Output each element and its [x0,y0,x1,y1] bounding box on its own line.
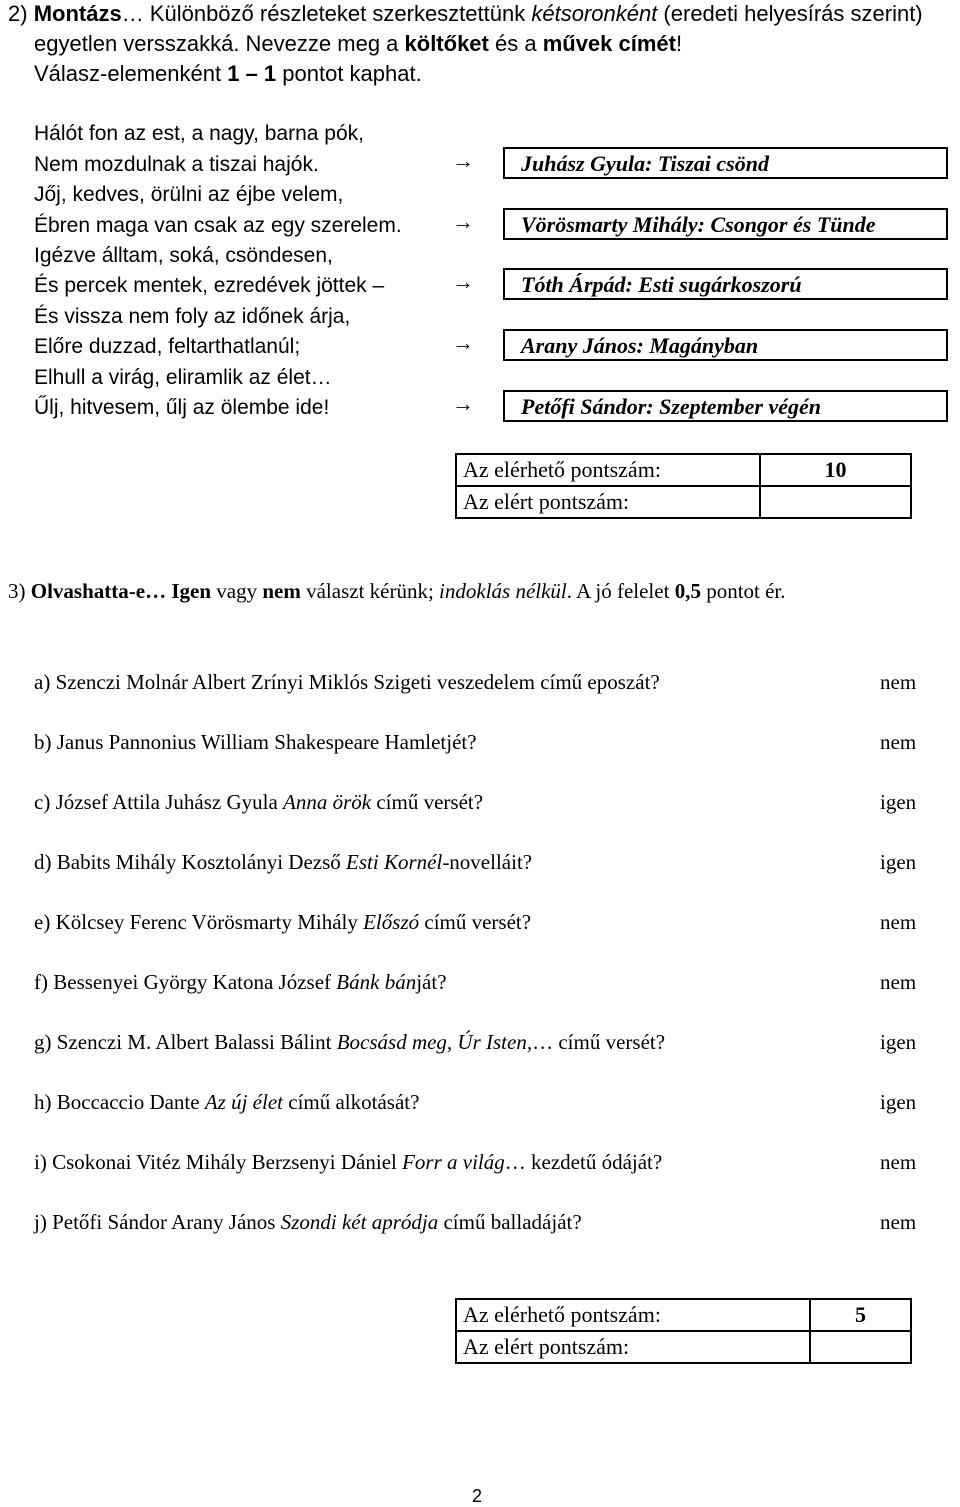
poem-line-4: Ébren maga van csak az egy szerelem. [34,214,402,237]
arrow-icon: → [452,209,474,234]
answer-j[interactable]: nem [880,1210,917,1234]
task3-header [8,577,786,605]
task3-text-4: pontot ér. [700,579,786,603]
answer-e[interactable]: nem [880,910,917,934]
task2-line2-text: egyetlen versszakká. Nevezze meg a [34,31,405,56]
answer-i[interactable]: nem [880,1150,917,1174]
question-b: b) Janus Pannonius William Shakespeare Hamletjét? [34,730,477,754]
achieved-points-value[interactable] [810,1331,911,1363]
achieved-points-label: Az elért pontszám: [456,486,760,518]
task3-igen-bold: Igen [171,579,212,603]
task2-instruction-text: … Különböző részleteket szerkesztettünk [121,1,532,26]
task2-header-line1 [8,0,923,28]
task3-italic: indoklás nélkül [439,579,567,603]
task3-number: 3) [8,579,31,603]
task3-title: Olvashatta-e [30,579,146,603]
answer-h[interactable]: igen [880,1090,917,1114]
task2-header-line3 [34,60,422,88]
answer-a[interactable]: nem [880,670,917,694]
answer-g[interactable]: igen [880,1030,917,1054]
answer-b[interactable]: nem [880,730,917,754]
poem-line-3: Jőj, kedves, örülni az éjbe velem, [34,183,344,206]
arrow-icon: → [452,391,474,416]
question-j: j) Petőfi Sándor Arany János Szondi két apródja című balladáját? [34,1210,582,1234]
available-points-value: 10 [760,454,911,486]
arrow-icon: → [452,148,474,173]
question-i: i) Csokonai Vitéz Mihály Berzsenyi Dániel Forr a világ… kezdetű ódáját? [34,1150,663,1174]
answer-c[interactable]: igen [880,790,917,814]
task3-score-table [455,1298,912,1364]
poem-line-9: Elhull a virág, eliramlik az élet… [34,366,332,389]
task3-points-bold: 0,5 [674,579,701,603]
arrow-icon: → [452,330,474,355]
task2-instruction-text-2: (eredeti helyesírás szerint) [657,1,923,26]
achieved-points-label: Az elért pontszám: [456,1331,810,1363]
available-points-label: Az elérhető pontszám: [456,454,760,486]
question-d: d) Babits Mihály Kosztolányi Dezső Esti Kornél-novelláit? [34,850,533,874]
answer-d[interactable]: igen [880,850,917,874]
task3-text-2: választ kérünk; [300,579,440,603]
achieved-points-value[interactable] [760,486,911,518]
task2-line2-bold-titles: művek címét [542,31,676,56]
answer-box-4[interactable]: Arany János: Magányban [503,329,948,361]
poem-line-10: Űlj, hitvesem, űlj az ölembe ide! [34,396,330,419]
task2-instruction-italic: kétsoronként [531,1,658,26]
answer-box-5[interactable]: Petőfi Sándor: Szeptember végén [503,390,948,422]
task2-line3-text-2: pontot kaphat. [276,61,422,86]
answer-box-3[interactable]: Tóth Árpád: Esti sugárkoszorú [503,268,948,300]
task2-line2-text-3: ! [675,31,683,56]
task2-line2-text-2: és a [488,31,543,56]
arrow-icon: → [452,269,474,294]
available-points-label: Az elérhető pontszám: [456,1299,810,1331]
question-f: f) Bessenyei György Katona József Bánk bánját? [34,970,447,994]
question-a: a) Szenczi Molnár Albert Zrínyi Miklós Szigeti veszedelem című eposzát? [34,670,660,694]
question-h: h) Boccaccio Dante Az új élet című alkotását? [34,1090,420,1114]
answer-box-1[interactable]: Juhász Gyula: Tiszai csönd [503,147,948,179]
poem-line-6: És percek mentek, ezredévek jöttek – [34,274,385,297]
task2-line3-bold-points: 1 – 1 [227,61,277,86]
task3-text-3: . A jó felelet [566,579,675,603]
task2-line2-bold-poets: költőket [404,31,489,56]
poem-line-1: Hálót fon az est, a nagy, barna pók, [34,122,364,145]
poem-line-7: És vissza nem foly az időnek árja, [34,305,351,328]
task2-title: Montázs [33,1,122,26]
answer-box-2[interactable]: Vörösmarty Mihály: Csongor és Tünde [503,208,948,240]
task3-ellipsis: … [145,579,172,603]
question-g: g) Szenczi M. Albert Balassi Bálint Bocsásd meg, Úr Isten,… című versét? [34,1030,666,1054]
available-points-value: 5 [810,1299,911,1331]
task2-header-line2 [34,30,682,58]
task3-text-1: vagy [211,579,263,603]
poem-line-5: Igézve álltam, soká, csöndesen, [34,244,333,267]
question-c: c) József Attila Juhász Gyula Anna örök című versét? [34,790,484,814]
task3-nem-bold: nem [262,579,301,603]
page-number: 2 [472,1486,483,1506]
poem-line-2: Nem mozdulnak a tiszai hajók. [34,153,319,176]
task2-line3-text: Válasz-elemenként [34,61,228,86]
answer-f[interactable]: nem [880,970,917,994]
task2-number: 2) [8,1,34,26]
question-e: e) Kölcsey Ferenc Vörösmarty Mihály Előszó című versét? [34,910,532,934]
poem-line-8: Előre duzzad, feltarthatlanúl; [34,335,301,358]
task2-score-table [455,453,912,519]
